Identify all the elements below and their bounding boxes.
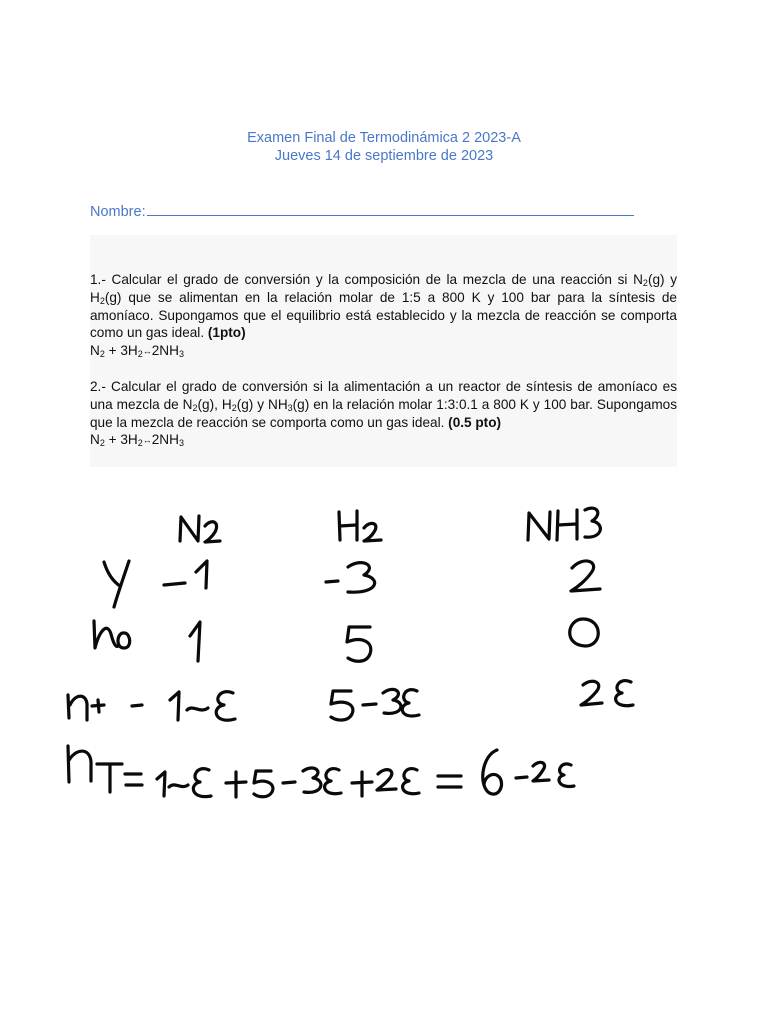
eq-prod: 2NH — [151, 432, 179, 448]
hw-row-v — [104, 561, 600, 607]
q2-sub-b: 2 — [231, 402, 237, 413]
eq-n-sub: 2 — [99, 349, 105, 360]
eq-prod-sub: 3 — [178, 438, 184, 449]
eq-mid: + 3H — [104, 432, 138, 448]
exam-date: Jueves 14 de septiembre de 2023 — [274, 148, 494, 164]
q2-text-b: (g), H — [197, 396, 232, 412]
hw-row-n — [68, 681, 633, 721]
equilibrium-arrow-icon: ↔ — [142, 346, 152, 357]
q2-sub-a: 2 — [192, 402, 198, 413]
eq-prod-sub: 3 — [178, 349, 184, 360]
q2-sub-c: 3 — [287, 402, 293, 413]
eq-mid: + 3H — [104, 343, 138, 359]
eq-prod: 2NH — [151, 343, 179, 359]
eq-n: N — [90, 343, 100, 359]
hw-header-n2 — [180, 516, 220, 542]
q2-text-a: 2.- Calcular el grado de conversión si la alimentación a un reactor de síntesis de amoníaco es una mezcla de N — [90, 379, 677, 412]
q2-text-c: (g) y NH — [236, 396, 288, 412]
q1-text-c: (g) que se alimentan en la relación molar de 1:5 a 800 K y 100 bar para la síntesis de amoníaco. Supongamos que el equilibrio está establecido y la mezcla de reacción se comporta como un gas ideal. — [90, 289, 677, 341]
exam-title: Examen Final de Termodinámica 2 2023-A — [247, 130, 521, 146]
eq-n-sub: 2 — [99, 438, 105, 449]
hw-header-nh3 — [528, 508, 600, 540]
eq-h-sub: 2 — [137, 438, 143, 449]
eq-n: N — [90, 432, 100, 448]
hw-row-n0 — [94, 619, 598, 661]
hw-header-h2 — [339, 511, 381, 541]
q1-text-a: 1.- Calcular el grado de conversión y la composición de la mezcla de una reacción si N — [90, 272, 643, 287]
q1-text-b: (g) y H — [90, 272, 678, 305]
name-label: Nombre: — [90, 204, 146, 220]
q2-text-d: (g) en la relación molar 1:3:0.1 a 800 K y 100 bar. Supongamos que la mezcla de reacción se comporta como un gas ideal. — [90, 396, 678, 430]
q1-points: (1pto) — [207, 325, 246, 341]
q2-points: (0.5 pto) — [448, 414, 502, 430]
hw-total — [68, 746, 574, 797]
eq-h-sub: 2 — [137, 349, 143, 360]
equilibrium-arrow-icon: ↔ — [142, 435, 152, 446]
q1-sub-b: 2 — [99, 295, 105, 306]
q1-sub-a: 2 — [642, 278, 648, 288]
